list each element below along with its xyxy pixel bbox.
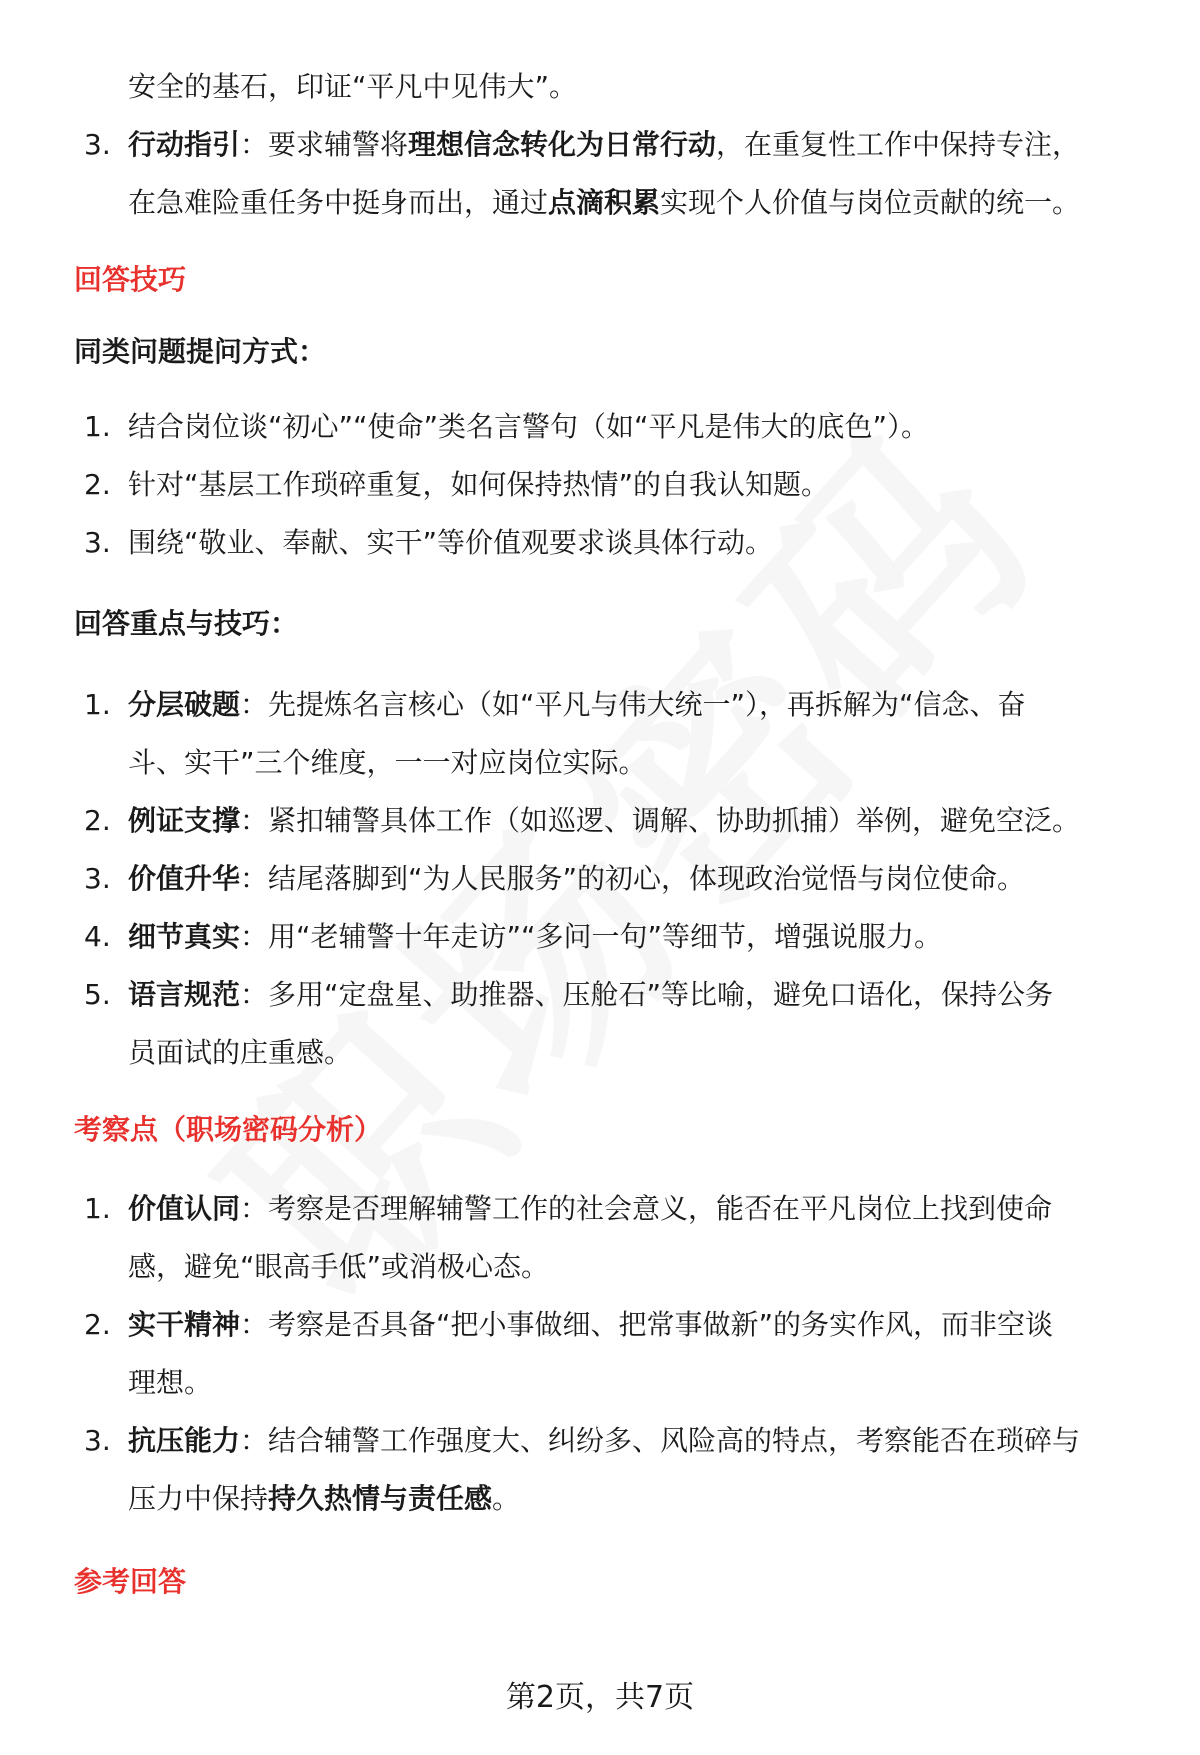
- list-number: 3.: [84, 526, 111, 559]
- item-text: ：结合辅警工作强度大、纠纷多、风险高的特点，考察能否在琐碎与: [240, 1424, 1081, 1457]
- list-number: 1.: [84, 1192, 111, 1225]
- key-points-heading: 回答重点与技巧：: [74, 607, 299, 640]
- list-item: [74, 398, 1144, 456]
- item-text: ：要求辅警将: [240, 128, 409, 161]
- section-heading-tips: 回答技巧: [74, 263, 187, 296]
- key-points-list: [74, 676, 1144, 1082]
- item-text: ：结尾落脚到“为人民服务”的初心，体现政治觉悟与岗位使命。: [240, 862, 1026, 895]
- item-title: 抗压能力: [128, 1424, 241, 1457]
- item-text: 实现个人价值与岗位贡献的统一。: [660, 186, 1081, 219]
- item-text: 针对“基层工作琐碎重复，如何保持热情”的自我认知题。: [128, 468, 830, 501]
- assessment-list: [74, 1180, 1144, 1528]
- continuation-line: 安全的基石，印证“平凡中见伟大”。: [128, 70, 578, 103]
- list-item: [74, 514, 1144, 572]
- item-text: 员面试的庄重感。: [128, 1036, 353, 1069]
- list-item: [74, 116, 1144, 232]
- list-item: [74, 908, 1144, 966]
- section-heading-assessment: 考察点（职场密码分析）: [74, 1113, 383, 1146]
- item-title: 例证支撑: [128, 804, 241, 837]
- page-footer: 第2页，共7页: [505, 1680, 695, 1715]
- item-text: 理想。: [128, 1366, 213, 1399]
- action-guide-list: [74, 116, 1144, 232]
- list-item: [74, 792, 1144, 850]
- item-text: 压力中保持: [128, 1482, 269, 1515]
- list-item: [74, 676, 1144, 792]
- item-emphasis: 持久热情与责任感: [268, 1482, 493, 1515]
- list-item: [74, 1296, 1144, 1412]
- item-text: ：考察是否具备“把小事做细、把常事做新”的务实作风，而非空谈: [240, 1308, 1054, 1341]
- item-text: ：先提炼名言核心（如“平凡与伟大统一”），再拆解为“信念、奋: [240, 688, 1026, 721]
- list-item: [74, 850, 1144, 908]
- similar-questions-heading: 同类问题提问方式：: [74, 335, 327, 368]
- item-text: ：紧扣辅警具体工作（如巡逻、调解、协助抓捕）举例，避免空泛。: [240, 804, 1081, 837]
- item-text: 在急难险重任务中挺身而出，通过: [128, 186, 549, 219]
- list-number: 1.: [84, 410, 111, 443]
- item-title: 行动指引: [128, 128, 241, 161]
- list-number: 4.: [84, 920, 111, 953]
- item-title: 价值认同: [128, 1192, 241, 1225]
- list-number: 2.: [84, 468, 111, 501]
- item-title: 细节真实: [128, 920, 241, 953]
- similar-questions-list: [74, 398, 1144, 572]
- section-heading-reference: 参考回答: [74, 1565, 187, 1598]
- list-number: 1.: [84, 688, 111, 721]
- item-title: 分层破题: [128, 688, 241, 721]
- item-text: ，在重复性工作中保持专注，: [716, 128, 1081, 161]
- list-number: 3.: [84, 1424, 111, 1457]
- item-text: 感，避免“眼高手低”或消极心态。: [128, 1250, 550, 1283]
- list-number: 3.: [84, 862, 111, 895]
- item-title: 语言规范: [128, 978, 241, 1011]
- list-item: [74, 1412, 1144, 1528]
- page-content: [74, 58, 1144, 1602]
- list-item: [74, 1180, 1144, 1296]
- item-text: ：多用“定盘星、助推器、压舱石”等比喻，避免口语化，保持公务: [240, 978, 1054, 1011]
- item-text: ：用“老辅警十年走访”“多问一句”等细节，增强说服力。: [240, 920, 943, 953]
- item-emphasis: 点滴积累: [548, 186, 661, 219]
- item-text: 斗、实干”三个维度，一一对应岗位实际。: [128, 746, 647, 779]
- item-text: 围绕“敬业、奉献、实干”等价值观要求谈具体行动。: [128, 526, 774, 559]
- list-number: 2.: [84, 804, 111, 837]
- item-text: ：考察是否理解辅警工作的社会意义，能否在平凡岗位上找到使命: [240, 1192, 1053, 1225]
- list-number: 5.: [84, 978, 111, 1011]
- item-title: 实干精神: [128, 1308, 241, 1341]
- item-title: 价值升华: [128, 862, 241, 895]
- list-item: [74, 456, 1144, 514]
- item-text: 。: [492, 1482, 521, 1515]
- list-number: 2.: [84, 1308, 111, 1341]
- list-item: [74, 966, 1144, 1082]
- item-emphasis: 理想信念转化为日常行动: [408, 128, 717, 161]
- item-text: 结合岗位谈“初心”“使命”类名言警句（如“平凡是伟大的底色”）。: [128, 410, 930, 443]
- list-number: 3.: [84, 128, 111, 161]
